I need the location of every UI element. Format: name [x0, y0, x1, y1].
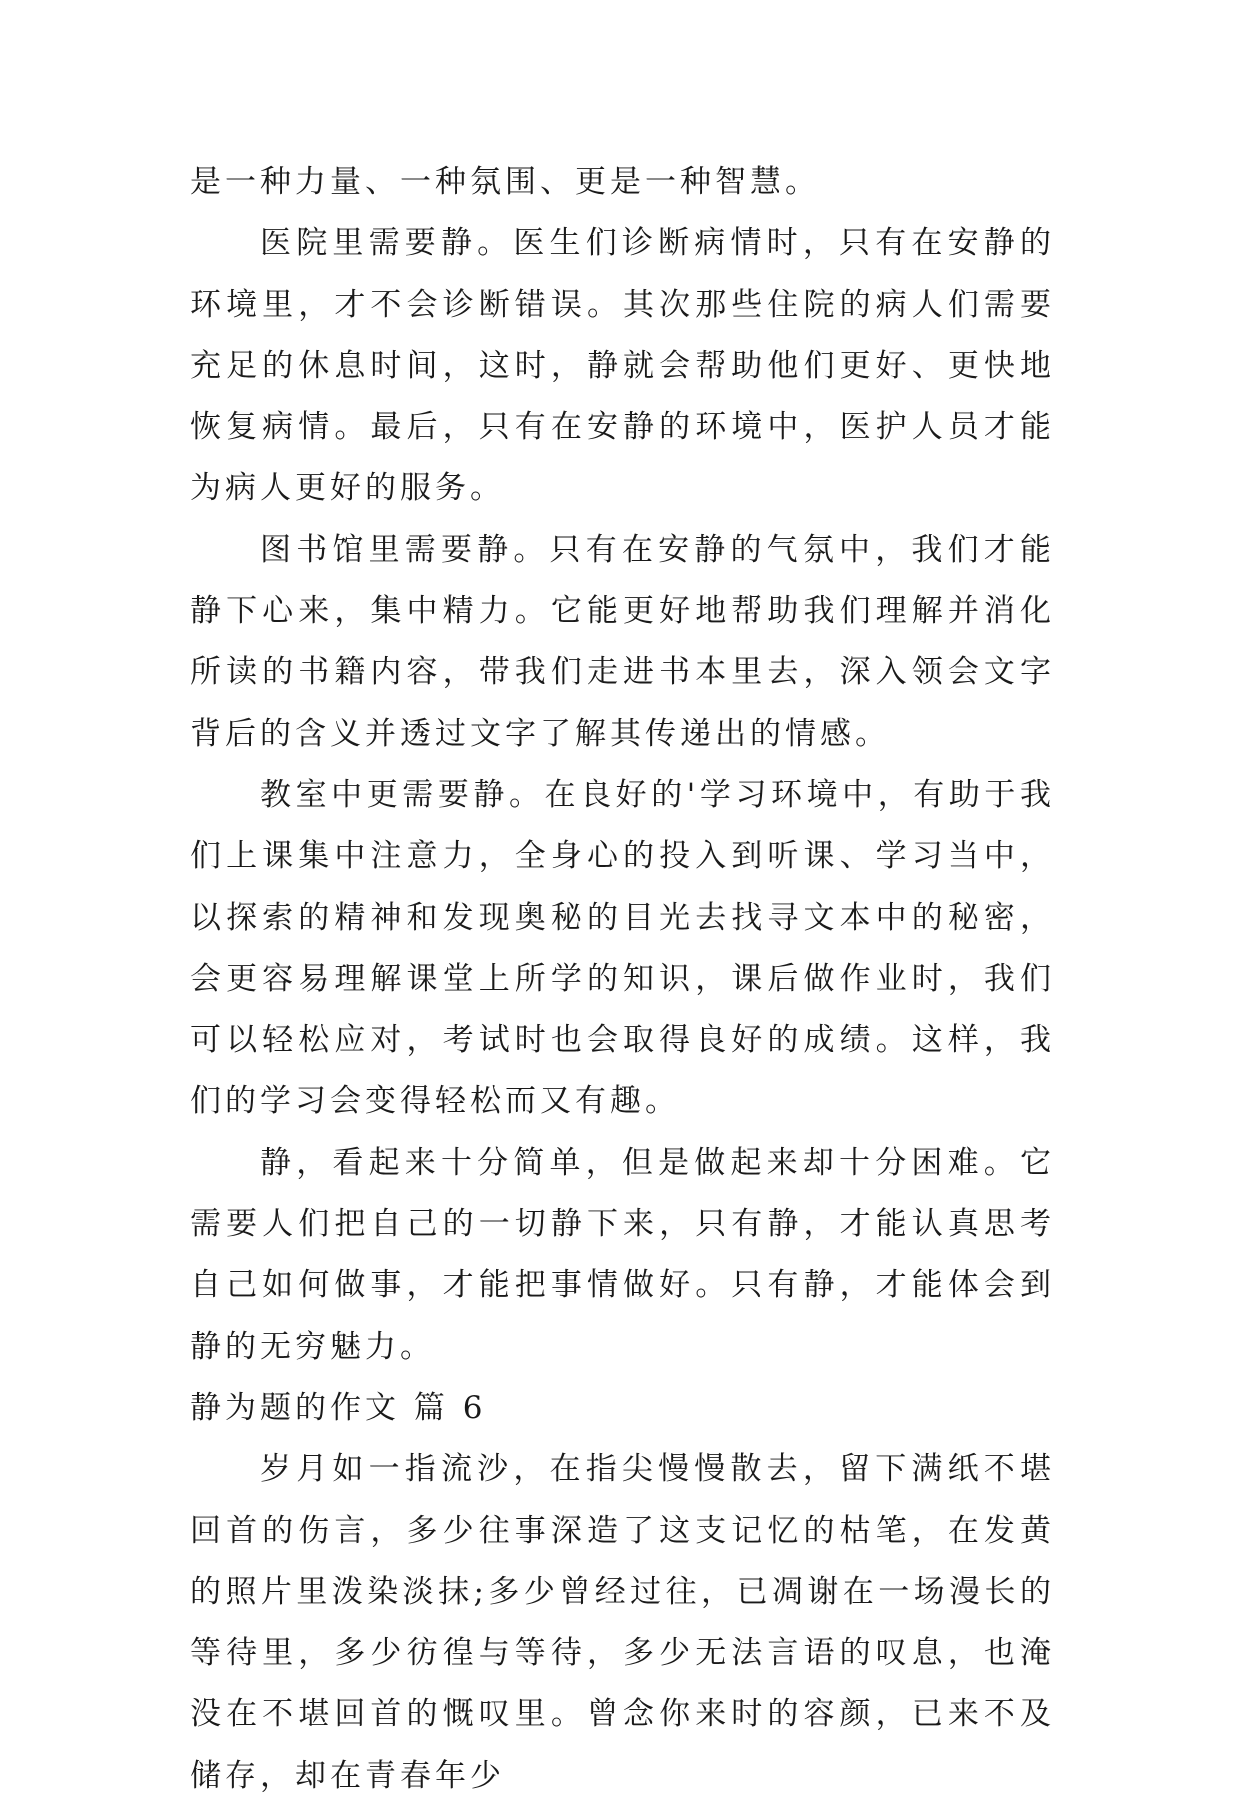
paragraph-hospital: 医院里需要静。医生们诊断病情时，只有在安静的环境里，才不会诊断错误。其次那些住院的病人们需要充足的休息时间，这时，静就会帮助他们更好、更快地恢复病情。最后，只有在安静的环境中，医护人员才能为病人更好的服务。 [190, 225, 1055, 507]
paragraph-conclusion: 静，看起来十分简单，但是做起来却十分困难。它需要人们把自己的一切静下来，只有静，才能认真思考自己如何做事，才能把事情做好。只有静，才能体会到静的无穷魅力。 [190, 1144, 1055, 1365]
paragraph-1: 是一种力量、一种氛围、更是一种智慧。 [190, 164, 820, 200]
paragraph-years: 岁月如一指流沙，在指尖慢慢散去，留下满纸不堪回首的伤言，多少往事深造了这支记忆的枯笔，在发黄的照片里泼染淡抹;多少曾经过往，已凋谢在一场漫长的等待里，多少彷徨与等待，多少无法言语的叹息，也淹没在不堪回首的慨叹里。曾念你来时的容颜，已来不及储存，却在青春年少 [190, 1451, 1055, 1794]
paragraph-library: 图书馆里需要静。只有在安静的气氛中，我们才能静下心来，集中精力。它能更好地帮助我们理解并消化所读的书籍内容，带我们走进书本里去，深入领会文字背后的含义并透过文字了解其传递出的情感。 [190, 531, 1055, 752]
document-body [190, 152, 1055, 1807]
paragraph-classroom: 教室中更需要静。在良好的'学习环境中，有助于我们上课集中注意力，全身心的投入到听课、学习当中，以探索的精神和发现奥秘的目光去找寻文本中的秘密，会更容易理解课堂上所学的知识，课后做作业时，我们可以轻松应对，考试时也会取得良好的成绩。这样，我们的学习会变得轻松而又有趣。 [190, 776, 1055, 1120]
section-heading: 静为题的作文 篇 6 [190, 1389, 487, 1426]
